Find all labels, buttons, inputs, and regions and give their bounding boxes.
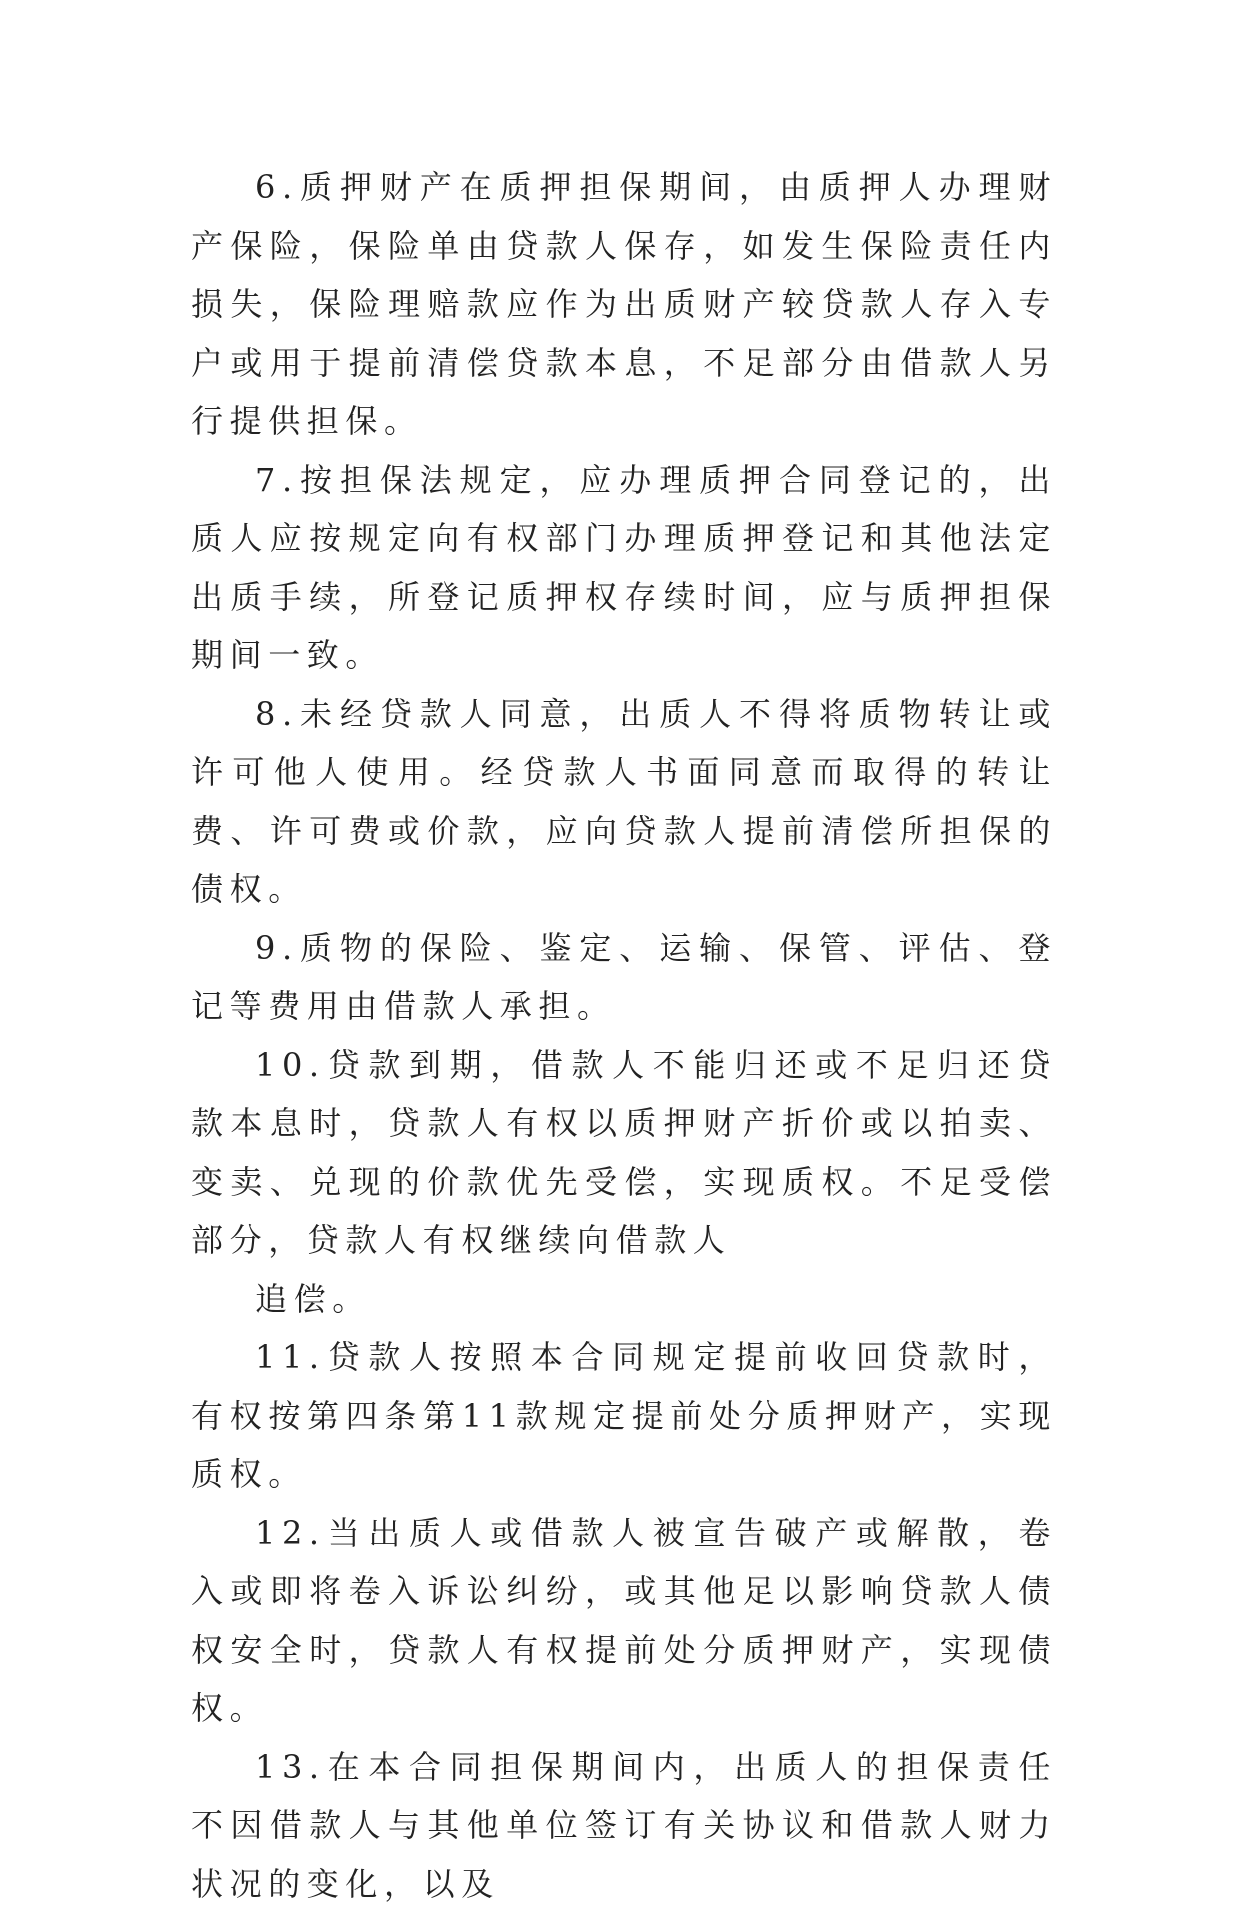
clause-10-continuation: 追偿。 (191, 1270, 1057, 1329)
clause-13: 13.在本合同担保期间内，出质人的担保责任不因借款人与其他单位签订有关协议和借款人财力状况的变化，以及 (191, 1738, 1057, 1913)
clause-8: 8.未经贷款人同意，出质人不得将质物转让或许可他人使用。经贷款人书面同意而取得的转让费、许可费或价款，应向贷款人提前清偿所担保的债权。 (191, 685, 1057, 919)
document-body (191, 158, 1057, 1913)
clause-11: 11.贷款人按照本合同规定提前收回贷款时，有权按第四条第11款规定提前处分质押财产，实现质权。 (191, 1328, 1057, 1504)
clause-12: 12.当出质人或借款人被宣告破产或解散，卷入或即将卷入诉讼纠纷，或其他足以影响贷款人债权安全时，贷款人有权提前处分质押财产，实现债权。 (191, 1504, 1057, 1738)
clause-9: 9.质物的保险、鉴定、运输、保管、评估、登记等费用由借款人承担。 (191, 919, 1057, 1036)
clause-6: 6.质押财产在质押担保期间，由质押人办理财产保险，保险单由贷款人保存，如发生保险责任内损失，保险理赔款应作为出质财产较贷款人存入专户或用于提前清偿贷款本息，不足部分由借款人另行提供担保。 (191, 158, 1057, 451)
clause-10: 10.贷款到期，借款人不能归还或不足归还贷款本息时，贷款人有权以质押财产折价或以拍卖、变卖、兑现的价款优先受偿，实现质权。不足受偿部分，贷款人有权继续向借款人 (191, 1036, 1057, 1270)
clause-7: 7.按担保法规定，应办理质押合同登记的，出质人应按规定向有权部门办理质押登记和其他法定出质手续，所登记质押权存续时间，应与质押担保期间一致。 (191, 451, 1057, 685)
